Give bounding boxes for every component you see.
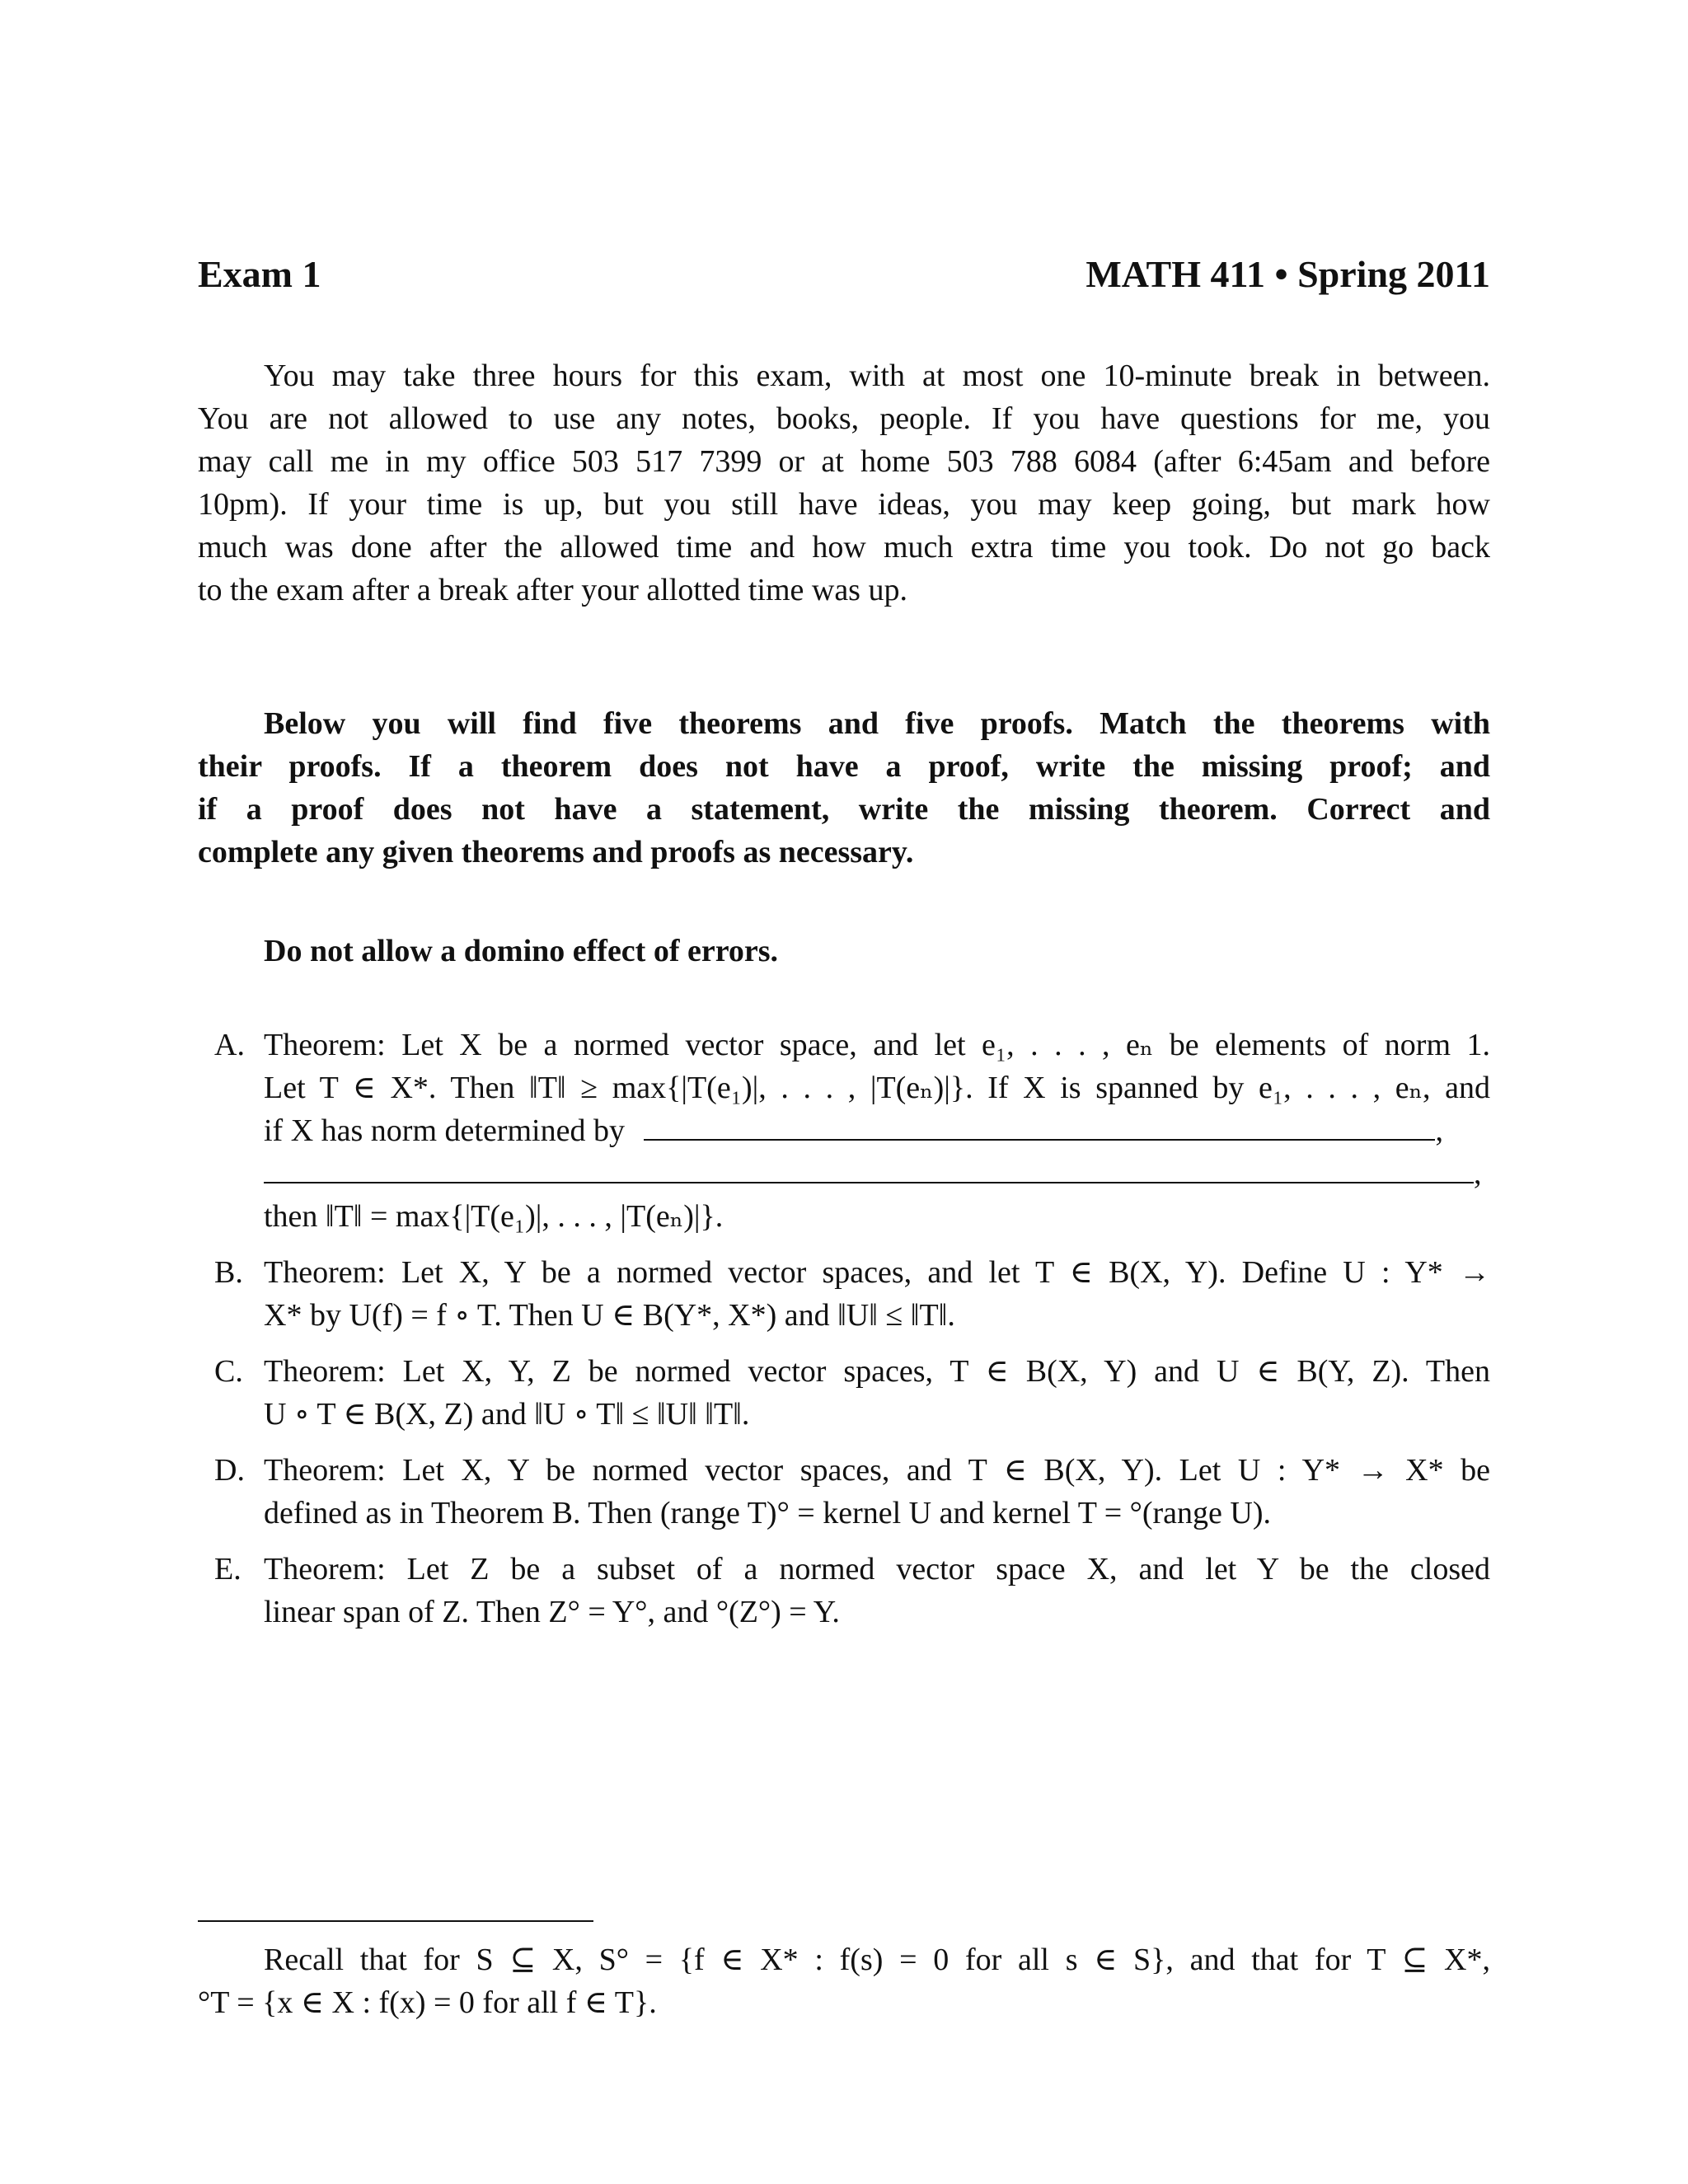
theorem-line: Let T ∈ X*. Then ‖T‖ ≥ max{|T(e₁)|, . . . , |T(eₙ)|}. If X is spanned by e₁, . . . , eₙ, and — [264, 1071, 1490, 1105]
footnote-divider — [198, 1920, 593, 1922]
theorem-list — [198, 1024, 1490, 1647]
instruction-line: complete any given theorems and proofs as necessary. — [198, 835, 914, 869]
theorem-line: linear span of Z. Then Z° = Y°, and °(Z°) = Y. — [264, 1595, 840, 1629]
domino-text: Do not allow a domino effect of errors. — [264, 934, 779, 968]
instruction-line: if a proof does not have a statement, write the missing theorem. Correct and — [198, 792, 1490, 827]
blank-comma: , — [1474, 1156, 1482, 1191]
theorem-line: X* by U(f) = f ∘ T. Then U ∈ B(Y*, X*) and ‖U‖ ≤ ‖T‖. — [264, 1298, 955, 1333]
intro-line: much was done after the allowed time and how much extra time you took. Do not go back — [198, 530, 1490, 565]
theorem-letter: B. — [214, 1255, 243, 1290]
theorem-line: then ‖T‖ = max{|T(e₁)|, . . . , |T(eₙ)|}. — [264, 1199, 724, 1234]
theorem-letter: A. — [214, 1028, 245, 1062]
footnote — [198, 1938, 1490, 2024]
theorem-letter: C. — [214, 1354, 243, 1389]
exam-instructions-paragraph — [198, 354, 1490, 612]
theorem-letter: D. — [214, 1453, 245, 1488]
page-header — [198, 252, 1490, 302]
answer-blank[interactable] — [264, 1182, 1474, 1183]
intro-line: 10pm). If your time is up, but you still have ideas, you may keep going, but mark how — [198, 487, 1490, 522]
theorem-line-with-blank — [264, 1109, 1490, 1152]
theorem-line-with-blank — [264, 1152, 1490, 1195]
domino-warning — [198, 930, 1490, 972]
theorem-letter: E. — [214, 1552, 241, 1586]
theorem-line: defined as in Theorem B. Then (range T)° = kernel U and kernel T = °(range U). — [264, 1496, 1272, 1530]
theorem-line: if X has norm determined by — [264, 1113, 625, 1148]
theorem-line: U ∘ T ∈ B(X, Z) and ‖U ∘ T‖ ≤ ‖U‖ ‖T‖. — [264, 1397, 750, 1432]
theorem-b — [198, 1251, 1490, 1337]
theorem-a — [198, 1024, 1490, 1238]
course-info: MATH 411 • Spring 2011 — [1085, 253, 1490, 295]
theorem-c — [198, 1350, 1490, 1436]
intro-line: to the exam after a break after your allotted time was up. — [198, 573, 907, 607]
intro-line: You may take three hours for this exam, with at most one 10-minute break in between. — [264, 359, 1490, 393]
exam-title: Exam 1 — [198, 253, 321, 295]
instruction-line: their proofs. If a theorem does not have a proof, write the missing proof; and — [198, 749, 1490, 784]
footnote-line: °T = {x ∈ X : f(x) = 0 for all f ∈ T}. — [198, 1985, 657, 2020]
answer-blank[interactable] — [644, 1139, 1435, 1141]
intro-line: You are not allowed to use any notes, books, people. If you have questions for me, you — [198, 401, 1490, 436]
footnote-line: Recall that for S ⊆ X, S° = {f ∈ X* : f(s) = 0 for all s ∈ S}, and that for T ⊆ X*, — [264, 1943, 1490, 1977]
theorem-line: Theorem: Let X, Y, Z be normed vector spaces, T ∈ B(X, Y) and U ∈ B(Y, Z). Then — [264, 1354, 1490, 1389]
theorem-e — [198, 1548, 1490, 1633]
theorem-line: Theorem: Let Z be a subset of a normed vector space X, and let Y be the closed — [264, 1552, 1490, 1586]
intro-line: may call me in my office 503 517 7399 or at home 503 788 6084 (after 6:45am and before — [198, 444, 1490, 479]
theorem-line: Theorem: Let X, Y be a normed vector spaces, and let T ∈ B(X, Y). Define U : Y* → — [264, 1255, 1490, 1290]
theorem-d — [198, 1449, 1490, 1535]
theorem-line: Theorem: Let X be a normed vector space, and let e₁, . . . , eₙ be elements of norm 1. — [264, 1028, 1490, 1062]
instruction-line: Below you will find five theorems and five proofs. Match the theorems with — [264, 706, 1490, 741]
theorem-line: Theorem: Let X, Y be normed vector spaces, and T ∈ B(X, Y). Let U : Y* → X* be — [264, 1453, 1490, 1488]
exam-page — [198, 0, 1490, 2184]
task-instructions — [198, 702, 1490, 874]
blank-comma: , — [1435, 1113, 1443, 1148]
